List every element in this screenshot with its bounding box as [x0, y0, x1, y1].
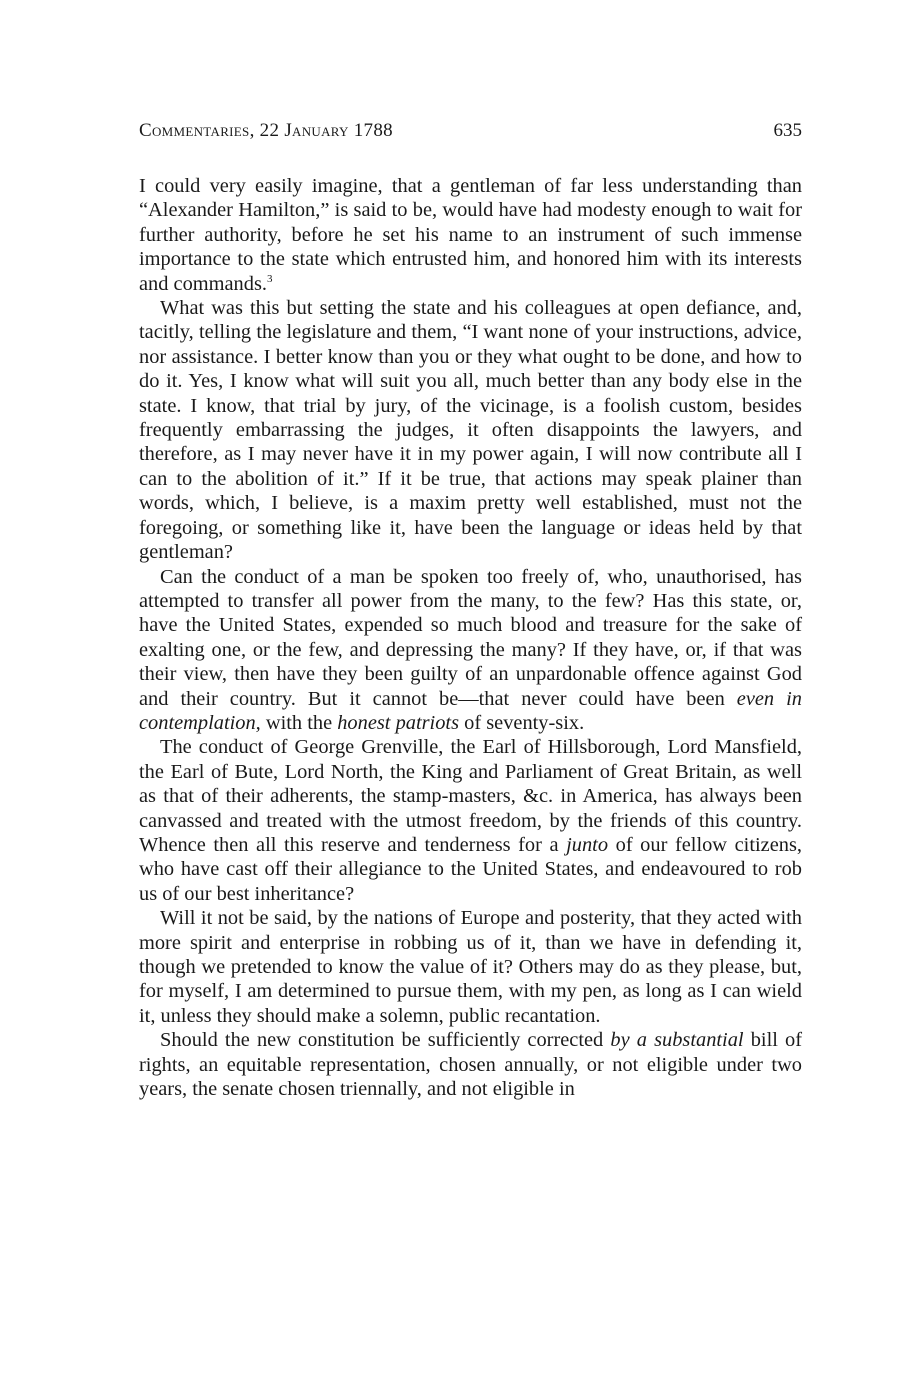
paragraph-3-text-c: of seventy-six.	[459, 711, 585, 734]
paragraph-3	[139, 565, 802, 736]
running-head-title: Commentaries, 22 January 1788	[139, 120, 393, 141]
paragraph-3-text-a: Can the conduct of a man be spoken too freely of, who, unauthorised, has attempted to transfer all power from the many, to the few? Has this state, or, have the United States, expended so much blood and treasure for the sake of exalting one, or the few, and depressing the many? If they have, or, if that was their view, then have they been guilty of an unpardonable offence against God and their country. But it cannot be—that never could have been	[139, 565, 802, 710]
document-page	[139, 120, 802, 1101]
paragraph-1	[139, 174, 802, 296]
paragraph-4	[139, 735, 802, 906]
paragraph-5: Will it not be said, by the nations of Europe and posterity, that they acted with more spirit and enterprise in robbing us of it, than we have in defending it, though we pretended to know the value of it? Others may do as they please, but, for myself, I am determined to pursue them, with my pen, as long as I can wield it, unless they should make a solemn, public recantation.	[139, 907, 802, 1027]
paragraph-3-italic-2: honest patriots	[337, 711, 460, 734]
paragraph-4-text-a: The conduct of George Grenville, the Earl of Hillsborough, Lord Mansfield, the Earl of Bute, Lord North, the King and Parliament of Great Britain, as well as that of their adherents, the stamp-masters, &c. in America, has always been canvassed and treated with the utmost freedom, by the friends of this country. Whence then all this reserve and tenderness for a	[139, 736, 802, 856]
body-text	[139, 174, 802, 1101]
footnote-marker: 3	[266, 272, 273, 285]
paragraph-4-italic-1: junto	[566, 833, 609, 856]
page-number: 635	[773, 120, 802, 141]
paragraph-1-text: I could very easily imagine, that a gentleman of far less understanding than “Alexander Hamilton,” is said to be, would have had modesty enough to wait for further authority, before he set his name to an instrument of such immense importance to the state which entrusted him, and honored him with its interests and commands.	[139, 175, 802, 295]
paragraph-6	[139, 1028, 802, 1101]
paragraph-6-text-a: Should the new constitution be sufficiently corrected	[160, 1029, 611, 1052]
paragraph-6-italic-1: by a substantial	[610, 1029, 744, 1052]
paragraph-6-text-b: bill of rights, an equitable representation, chosen annually, or not eligible under two years, the senate chosen triennally, and not eligible in	[139, 1029, 803, 1101]
running-header	[139, 120, 802, 152]
paragraph-2: What was this but setting the state and his colleagues at open defiance, and, tacitly, telling the legislature and them, “I want none of your instructions, advice, nor assistance. I better know than you or they what ought to be done, and how to do it. Yes, I know what will suit you all, much better than any body else in the state. I know, that trial by jury, of the vicinage, is a foolish custom, besides frequently embarrassing the judges, it often disappoints the lawyers, and therefore, as I may never have it in my power again, I will now contribute all I can to the abolition of it.” If it be true, that actions may speak plainer than words, which, I believe, is a maxim pretty well established, must not the foregoing, or something like it, have been the language or ideas held by that gentleman?	[139, 297, 802, 564]
paragraph-3-text-b: with the	[260, 711, 338, 734]
paragraph-3-italic-1: even in contemplation,	[139, 687, 802, 734]
paragraph-4-text-b: of our fellow citizens, who have cast off their allegiance to the United States, and endeavoured to rob us of our best inheritance?	[139, 833, 802, 905]
